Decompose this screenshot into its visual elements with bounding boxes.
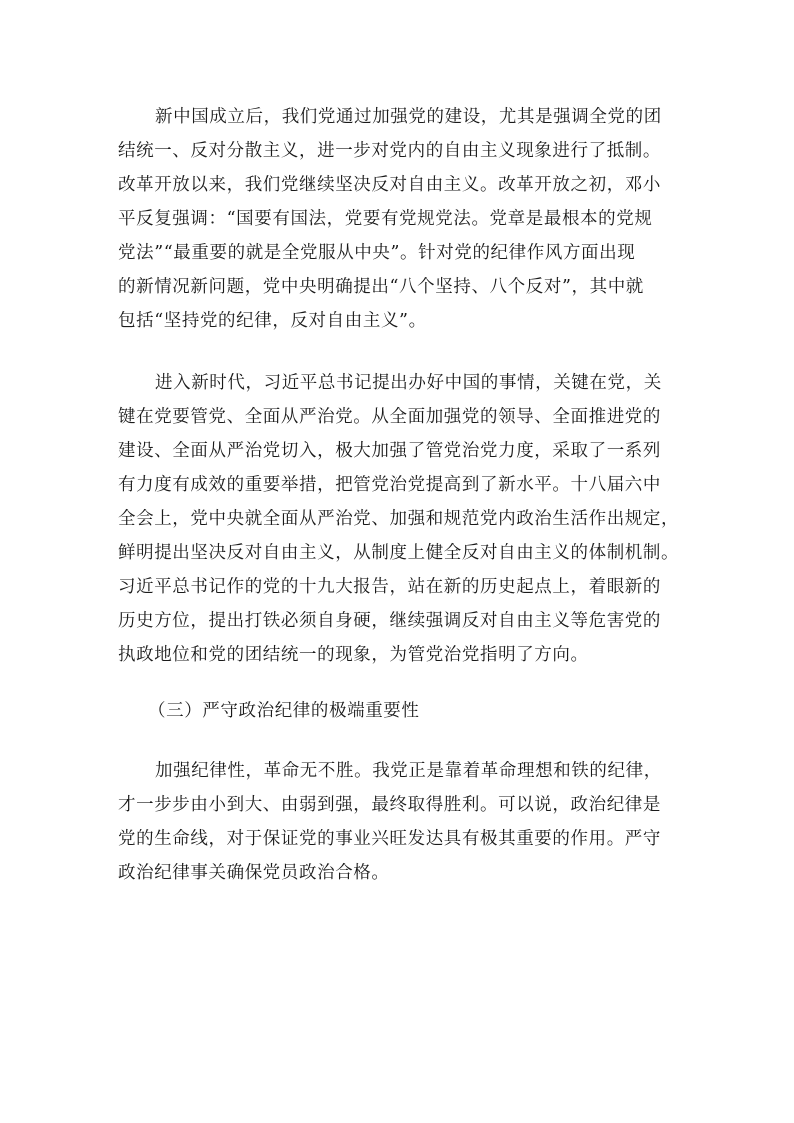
- text-line: 结统一、反对分散主义，进一步对党内的自由主义现象进行了抵制。: [118, 141, 661, 161]
- section-heading: [118, 694, 686, 728]
- paragraph-discipline: [118, 754, 686, 890]
- text-line: 的新情况新问题，党中央明确提出“八个坚持、八个反对”，其中就: [118, 277, 644, 297]
- text-line: 习近平总书记作的党的十九大报告，站在新的历史起点上，着眼新的: [118, 577, 661, 597]
- text-line: 键在党要管党、全面从严治党。从全面加强党的领导、全面推进党的: [118, 407, 661, 427]
- paragraph-history: [118, 100, 686, 338]
- paragraph-spacer: [118, 728, 686, 754]
- document-body: [118, 100, 686, 890]
- text-line: 党法”“最重要的就是全党服从中央”。针对党的纪律作风方面出现: [118, 243, 636, 263]
- paragraph-new-era: [118, 366, 686, 672]
- text-line: 党的生命线，对于保证党的事业兴旺发达具有极其重要的作用。严守: [118, 829, 661, 849]
- text-line: 包括“坚持党的纪律，反对自由主义”。: [118, 311, 427, 331]
- text-line: 加强纪律性，革命无不胜。我党正是靠着革命理想和铁的纪律，: [155, 761, 662, 781]
- paragraph-spacer: [118, 338, 686, 366]
- text-line: 全会上，党中央就全面从严治党、加强和规范党内政治生活作出规定，: [118, 509, 680, 529]
- text-line: 平反复强调：“国要有国法，党要有党规党法。党章是最根本的党规: [118, 209, 653, 229]
- text-line: 新中国成立后，我们党通过加强党的建设，尤其是强调全党的团: [155, 107, 662, 127]
- text-line: 才一步步由小到大、由弱到强，最终取得胜利。可以说，政治纪律是: [118, 795, 661, 815]
- text-line: 政治纪律事关确保党员政治合格。: [118, 863, 390, 883]
- text-line: 改革开放以来，我们党继续坚决反对自由主义。改革开放之初，邓小: [118, 175, 661, 195]
- text-line: 进入新时代，习近平总书记提出办好中国的事情，关键在党，关: [155, 373, 662, 393]
- text-line: 历史方位，提出打铁必须自身硬，继续强调反对自由主义等危害党的: [118, 611, 661, 631]
- heading-text: （三）严守政治纪律的极端重要性: [148, 701, 420, 721]
- text-line: 执政地位和党的团结统一的现象，为管党治党指明了方向。: [118, 645, 589, 665]
- text-line: 鲜明提出坚决反对自由主义，从制度上健全反对自由主义的体制机制。: [118, 543, 680, 563]
- text-line: 建设、全面从严治党切入，极大加强了管党治党力度，采取了一系列: [118, 441, 661, 461]
- text-line: 有力度有成效的重要举措，把管党治党提高到了新水平。十八届六中: [118, 475, 661, 495]
- paragraph-spacer: [118, 672, 686, 694]
